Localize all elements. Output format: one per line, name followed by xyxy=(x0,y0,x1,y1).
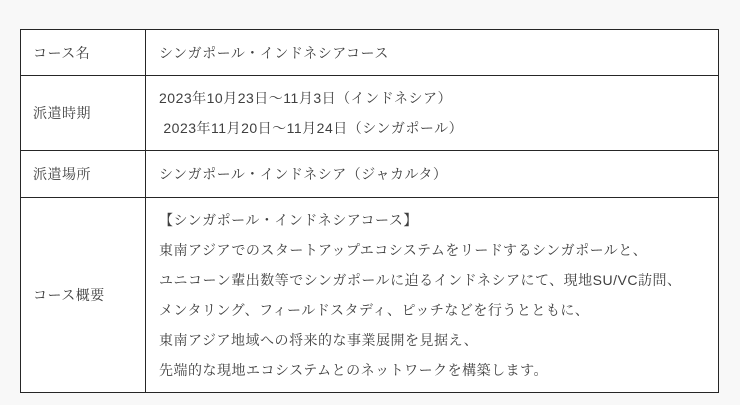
cell-line: 【シンガポール・インドネシアコース】 xyxy=(159,212,418,228)
row-value-dispatch-period xyxy=(146,76,719,151)
row-value-dispatch-location xyxy=(146,151,719,198)
row-label-text: 派遣場所 xyxy=(33,166,91,182)
cell-line: ユニコーン輩出数等でシンガポールに迫るインドネシアにて、現地SU/VC訪問、 xyxy=(159,272,682,288)
row-label-dispatch-period xyxy=(21,76,146,151)
table-row-dispatch-period xyxy=(21,76,719,151)
cell-line: シンガポール・インドネシア（ジャカルタ） xyxy=(159,166,448,182)
row-label-course-name xyxy=(21,30,146,76)
cell-line: メンタリング、フィールドスタディ、ピッチなどを行うとともに、 xyxy=(159,302,590,318)
cell-line: 先端的な現地エコシステムとのネットワークを構築します。 xyxy=(159,362,548,378)
row-value-course-overview xyxy=(146,198,719,393)
cell-line: シンガポール・インドネシアコース xyxy=(159,44,389,61)
table-row-course-overview xyxy=(21,198,719,393)
cell-line: 2023年10月23日～11月3日（インドネシア） xyxy=(159,90,452,106)
table-row-course-name xyxy=(21,30,719,76)
row-label-text: コース概要 xyxy=(33,287,105,303)
row-label-dispatch-location xyxy=(21,151,146,198)
course-info-table xyxy=(20,29,719,393)
cell-line: 東南アジアでのスタートアップエコシステムをリードするシンガポールと、 xyxy=(159,242,648,258)
row-label-text: コース名 xyxy=(33,44,91,61)
cell-line: 2023年11月20日～11月24日（シンガポール） xyxy=(159,120,464,136)
cell-line: 東南アジア地域への将来的な事業展開を見据え、 xyxy=(159,332,479,348)
row-label-course-overview xyxy=(21,198,146,393)
row-label-text: 派遣時期 xyxy=(33,105,91,121)
row-value-course-name xyxy=(146,30,719,76)
table-row-dispatch-location xyxy=(21,151,719,198)
